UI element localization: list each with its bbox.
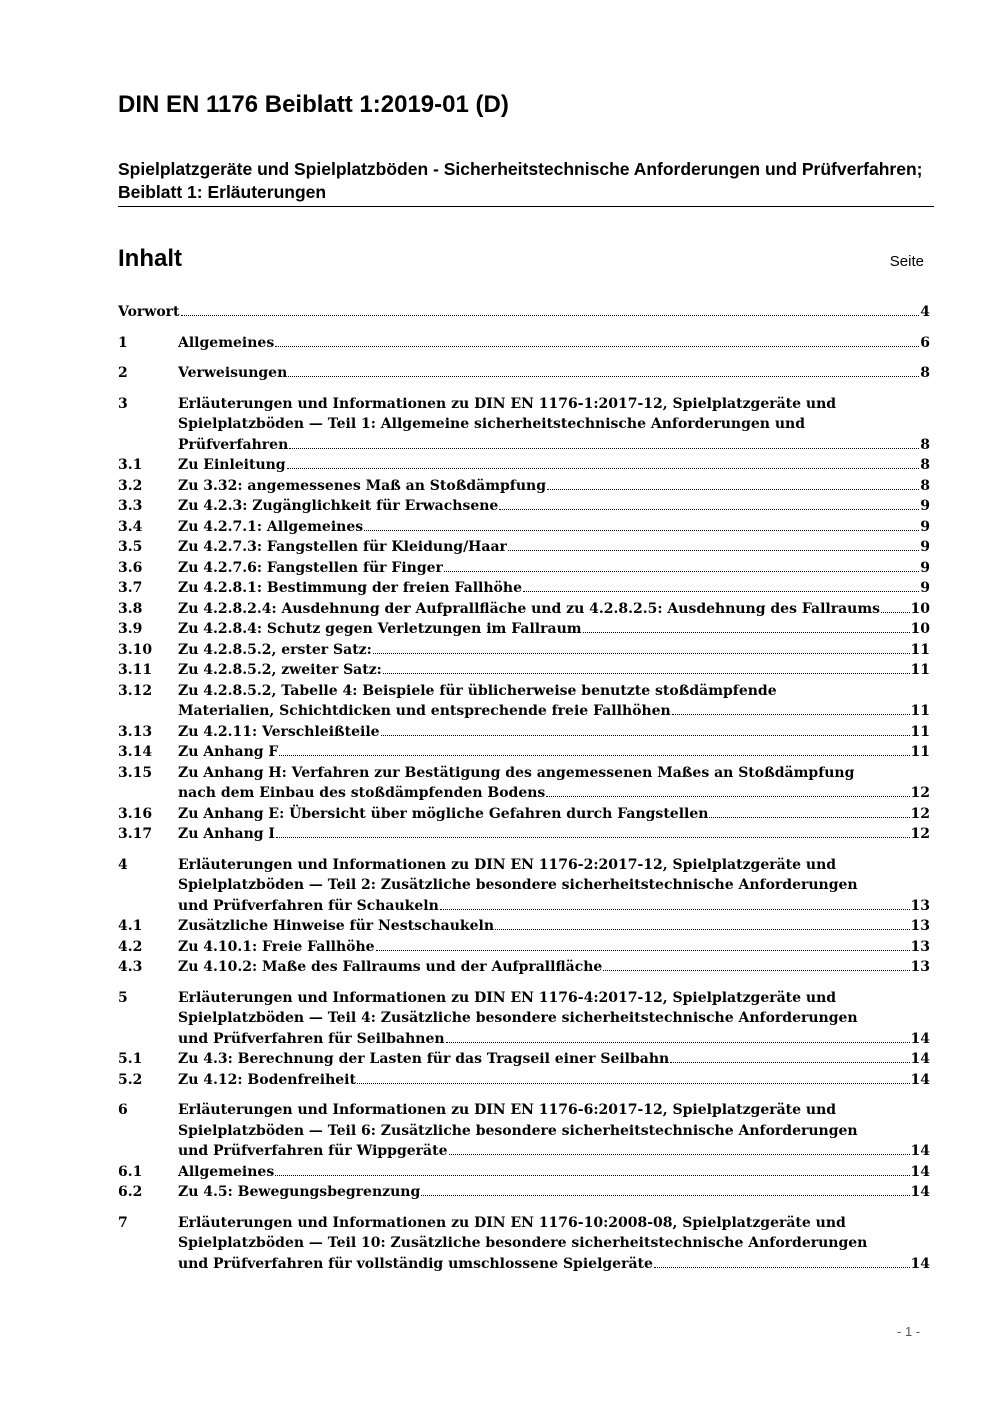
toc-entry-number: 3.7 bbox=[118, 580, 143, 596]
toc-dot-leader bbox=[654, 1254, 910, 1268]
toc-entry-body bbox=[178, 916, 930, 937]
toc-entry-leader-line bbox=[178, 578, 930, 599]
document-subtitle: Spielplatzgeräte und Spielplatzböden - Sicherheitstechnische Anforderungen und Prüfverfahren; Beiblatt 1: Erläuterungen bbox=[118, 159, 923, 202]
toc-entry[interactable] bbox=[118, 988, 930, 1050]
toc-entry-text-line: Spielplatzböden — Teil 1: Allgemeine sicherheitstechnische Anforderungen und bbox=[178, 416, 805, 432]
toc-entry-text-line: Erläuterungen und Informationen zu DIN EN 1176-4:2017-12, Spielplatzgeräte und bbox=[178, 989, 837, 1006]
toc-entry-body bbox=[178, 333, 930, 354]
toc-entry-text-line: Spielplatzböden — Teil 4: Zusätzliche besondere sicherheitstechnische Anforderungen bbox=[178, 1010, 858, 1026]
toc-entry-body bbox=[178, 1100, 930, 1162]
toc-entry[interactable] bbox=[118, 1182, 930, 1203]
toc-entry-number: 3.13 bbox=[118, 723, 153, 740]
toc-entry-number: 4 bbox=[118, 856, 128, 873]
toc-entry-leader-line bbox=[178, 640, 930, 661]
toc-entry-leader-line bbox=[178, 804, 930, 825]
toc-entry-label: Zusätzliche Hinweise für Nestschaukeln bbox=[178, 918, 494, 934]
toc-entry-page: 14 bbox=[910, 1255, 930, 1272]
toc-entry[interactable] bbox=[118, 333, 930, 354]
toc-entry-label: Zu 4.2.7.3: Fangstellen für Kleidung/Haar bbox=[178, 539, 507, 555]
toc-entry-body bbox=[178, 937, 930, 958]
toc-entry-number: 6 bbox=[118, 1102, 128, 1118]
toc-entry-page: 12 bbox=[910, 785, 930, 801]
toc-entry-body bbox=[178, 537, 930, 558]
toc-entry[interactable] bbox=[118, 476, 930, 497]
toc-entry[interactable] bbox=[118, 578, 930, 599]
toc-entry-body bbox=[178, 496, 930, 517]
toc-dot-leader bbox=[672, 701, 910, 715]
toc-entry-leader-line bbox=[178, 333, 930, 354]
toc-entry-text-line: Spielplatzböden — Teil 2: Zusätzliche besondere sicherheitstechnische Anforderungen bbox=[178, 877, 858, 893]
toc-dot-leader bbox=[275, 1162, 909, 1176]
toc-entry-number: 3.17 bbox=[118, 826, 153, 842]
toc-entry-label: Zu 4.2.7.6: Fangstellen für Finger bbox=[178, 559, 443, 576]
toc-entry[interactable] bbox=[118, 455, 930, 476]
toc-entry[interactable] bbox=[118, 496, 930, 517]
toc-dot-leader bbox=[289, 435, 919, 449]
toc-entry-label: Zu 4.3: Berechnung der Lasten für das Tragseil einer Seilbahn bbox=[178, 1051, 670, 1067]
toc-entry-label: Verweisungen bbox=[178, 365, 288, 381]
toc-entry-body bbox=[178, 722, 930, 743]
toc-entry-body bbox=[118, 302, 930, 323]
toc-entry-leader-line bbox=[178, 896, 930, 917]
toc-entry-body bbox=[178, 804, 930, 825]
toc-entry-page: 8 bbox=[920, 477, 930, 494]
toc-entry-label: Zu 4.2.8.1: Bestimmung der freien Fallhöhe bbox=[178, 580, 522, 596]
toc-dot-leader bbox=[383, 660, 910, 674]
toc-entry-label: Zu 4.2.8.2.4: Ausdehnung der Aufprallfläche und zu 4.2.8.2.5: Ausdehnung des Fallraums bbox=[178, 600, 881, 617]
toc-entry-leader-line bbox=[178, 916, 930, 937]
toc-entry-leader-line bbox=[178, 1254, 930, 1275]
toc-entry-number: 3.16 bbox=[118, 805, 153, 822]
toc-entry-number: 3.10 bbox=[118, 641, 153, 658]
header-rule bbox=[118, 206, 934, 207]
toc-entry-body bbox=[178, 742, 930, 763]
toc-entry-page: 11 bbox=[910, 744, 930, 760]
toc-entry[interactable] bbox=[118, 640, 930, 661]
toc-entry-text-line: Erläuterungen und Informationen zu DIN EN 1176-2:2017-12, Spielplatzgeräte und bbox=[178, 856, 837, 873]
toc-entry-page: 4 bbox=[920, 304, 930, 320]
toc-entry[interactable] bbox=[118, 558, 930, 579]
toc-dot-leader bbox=[523, 578, 919, 592]
toc-entry-page: 9 bbox=[920, 539, 930, 555]
toc-entry[interactable] bbox=[118, 599, 930, 620]
toc-entry-page: 14 bbox=[910, 1030, 930, 1047]
toc-dot-leader bbox=[547, 476, 919, 490]
toc-entry-body bbox=[178, 558, 930, 579]
toc-entry-label: und Prüfverfahren für Seilbahnen bbox=[178, 1030, 445, 1047]
toc-entry-leader-line bbox=[178, 957, 930, 978]
toc-entry-number: 3.15 bbox=[118, 764, 153, 781]
toc-entry[interactable] bbox=[118, 302, 930, 323]
toc-entry-leader-line bbox=[178, 660, 930, 681]
toc-entry-text-line: Spielplatzböden — Teil 6: Zusätzliche besondere sicherheitstechnische Anforderungen bbox=[178, 1122, 858, 1139]
toc-entry[interactable] bbox=[118, 722, 930, 743]
toc-entry-number: 5.2 bbox=[118, 1071, 143, 1088]
toc-dot-leader bbox=[287, 455, 920, 469]
toc-dot-leader bbox=[444, 558, 919, 572]
toc-entry-body bbox=[178, 599, 930, 620]
toc-entry-leader-line bbox=[178, 722, 930, 743]
toc-entry[interactable] bbox=[118, 763, 930, 804]
toc-entry[interactable] bbox=[118, 363, 930, 384]
toc-entry-label: Zu 4.12: Bodenfreiheit bbox=[178, 1071, 356, 1088]
toc-entry-leader-line bbox=[178, 496, 930, 517]
toc-dot-leader bbox=[381, 722, 910, 736]
toc-entry-label: Allgemeines bbox=[178, 334, 275, 351]
toc-entry-body bbox=[178, 578, 930, 599]
toc-entry-leader-line bbox=[178, 455, 930, 476]
toc-entry-number: 3.2 bbox=[118, 477, 143, 494]
toc-entry-text-line: Zu 4.2.8.5.2, Tabelle 4: Beispiele für üblicherweise benutzte stoßdämpfende bbox=[178, 682, 777, 699]
toc-dot-leader bbox=[279, 742, 909, 756]
toc-entry[interactable] bbox=[118, 804, 930, 825]
toc-entry-leader-line bbox=[178, 937, 930, 958]
toc-entry[interactable] bbox=[118, 957, 930, 978]
toc-entry-number: 3.9 bbox=[118, 621, 143, 637]
toc-entry-label: und Prüfverfahren für Schaukeln bbox=[178, 897, 439, 914]
toc-entry-page: 13 bbox=[910, 918, 930, 934]
toc-dot-leader bbox=[440, 896, 910, 910]
toc-entry-page: 10 bbox=[910, 600, 930, 617]
toc-entry-label: Zu 4.10.2: Maße des Fallraums und der Aufprallfläche bbox=[178, 959, 603, 975]
toc-entry-page: 12 bbox=[910, 805, 930, 822]
toc-entry-body bbox=[178, 681, 930, 722]
toc-dot-leader bbox=[275, 333, 919, 347]
toc-entry-leader-line bbox=[178, 1070, 930, 1091]
toc-entry-body bbox=[178, 957, 930, 978]
toc-entry-page: 14 bbox=[910, 1163, 930, 1180]
toc-entry-text-line: Erläuterungen und Informationen zu DIN EN 1176-1:2017-12, Spielplatzgeräte und bbox=[178, 395, 837, 412]
toc-entry-page: 11 bbox=[910, 641, 930, 658]
toc-entry[interactable] bbox=[118, 537, 930, 558]
toc-entry-leader-line bbox=[178, 363, 930, 384]
toc-entry[interactable] bbox=[118, 1213, 930, 1275]
toc-entry-number: 7 bbox=[118, 1214, 128, 1231]
toc-entry-label: Zu Anhang F bbox=[178, 744, 279, 760]
table-of-contents bbox=[118, 302, 930, 1274]
toc-entry-leader-line bbox=[178, 701, 930, 722]
toc-dot-leader bbox=[446, 1029, 910, 1043]
toc-entry-leader-line bbox=[178, 783, 930, 804]
toc-entry[interactable] bbox=[118, 855, 930, 917]
toc-entry-number: 4.1 bbox=[118, 918, 143, 934]
toc-entry-number: 3.1 bbox=[118, 457, 143, 473]
toc-entry-label: und Prüfverfahren für vollständig umschlossene Spielgeräte bbox=[178, 1255, 653, 1272]
toc-entry-page: 14 bbox=[910, 1143, 930, 1159]
toc-entry-body bbox=[178, 763, 930, 804]
toc-entry-page: 13 bbox=[910, 938, 930, 955]
toc-dot-leader bbox=[276, 824, 910, 838]
toc-entry-number: 4.3 bbox=[118, 959, 143, 975]
toc-entry-body bbox=[178, 363, 930, 384]
toc-entry-page: 14 bbox=[910, 1051, 930, 1067]
toc-entry-label: Zu 4.2.8.4: Schutz gegen Verletzungen im Fallraum bbox=[178, 621, 582, 637]
toc-dot-leader bbox=[881, 599, 909, 613]
toc-entry-page: 8 bbox=[920, 457, 930, 473]
toc-entry-label: Zu 3.32: angemessenes Maß an Stoßdämpfung bbox=[178, 477, 546, 494]
toc-entry-label: Vorwort bbox=[118, 304, 180, 320]
toc-entry[interactable] bbox=[118, 394, 930, 456]
toc-dot-leader bbox=[357, 1070, 910, 1084]
toc-entry-number: 3.12 bbox=[118, 682, 153, 699]
toc-entry-leader-line bbox=[118, 302, 930, 323]
toc-entry-leader-line bbox=[178, 435, 930, 456]
footer-page-number: - 1 - bbox=[897, 1324, 921, 1339]
toc-entry-text-line: Erläuterungen und Informationen zu DIN EN 1176-10:2008-08, Spielplatzgeräte und bbox=[178, 1214, 846, 1231]
toc-dot-leader bbox=[603, 957, 909, 971]
toc-entry-body bbox=[178, 855, 930, 917]
toc-entry-page: 14 bbox=[910, 1071, 930, 1088]
toc-entry[interactable] bbox=[118, 937, 930, 958]
toc-entry-body bbox=[178, 619, 930, 640]
toc-entry-body bbox=[178, 455, 930, 476]
toc-dot-leader bbox=[499, 496, 919, 510]
toc-entry-page: 9 bbox=[920, 580, 930, 596]
toc-dot-leader bbox=[364, 517, 919, 531]
toc-entry-number: 3.5 bbox=[118, 539, 143, 555]
toc-entry-label: Zu 4.5: Bewegungsbegrenzung bbox=[178, 1184, 421, 1200]
toc-entry-label: Zu 4.2.8.5.2, zweiter Satz: bbox=[178, 662, 382, 678]
toc-entry-leader-line bbox=[178, 558, 930, 579]
toc-entry-leader-line bbox=[178, 517, 930, 538]
toc-entry-page: 12 bbox=[910, 826, 930, 842]
toc-entry-page: 8 bbox=[920, 436, 930, 453]
toc-entry[interactable] bbox=[118, 619, 930, 640]
toc-entry-body bbox=[178, 476, 930, 497]
toc-entry-number: 3.14 bbox=[118, 744, 153, 760]
toc-entry-label: und Prüfverfahren für Wippgeräte bbox=[178, 1143, 448, 1159]
toc-entry-number: 3.4 bbox=[118, 518, 143, 535]
toc-entry-body bbox=[178, 824, 930, 845]
toc-entry-label: Zu 4.10.1: Freie Fallhöhe bbox=[178, 938, 375, 955]
page-column-label: Seite bbox=[889, 253, 924, 270]
toc-entry-number: 5 bbox=[118, 989, 128, 1006]
toc-entry-page: 6 bbox=[920, 334, 930, 351]
toc-entry-leader-line bbox=[178, 1029, 930, 1050]
toc-entry-text-line: Spielplatzböden — Teil 10: Zusätzliche besondere sicherheitstechnische Anforderungen bbox=[178, 1235, 868, 1251]
toc-entry[interactable] bbox=[118, 660, 930, 681]
toc-entry-number: 5.1 bbox=[118, 1051, 143, 1067]
toc-entry-label: Zu 4.2.11: Verschleißteile bbox=[178, 723, 380, 740]
toc-entry-number: 2 bbox=[118, 365, 128, 381]
toc-dot-leader bbox=[288, 363, 919, 377]
toc-entry-leader-line bbox=[178, 537, 930, 558]
toc-entry-label: Materialien, Schichtdicken und entsprechende freie Fallhöhen bbox=[178, 703, 671, 719]
toc-entry-number: 3 bbox=[118, 395, 128, 412]
toc-entry-body bbox=[178, 1162, 930, 1183]
toc-entry-leader-line bbox=[178, 1182, 930, 1203]
toc-entry-number: 3.11 bbox=[118, 662, 153, 678]
toc-entry-label: Zu Einleitung bbox=[178, 457, 286, 473]
toc-dot-leader bbox=[670, 1049, 909, 1063]
toc-entry-body bbox=[178, 660, 930, 681]
toc-entry-leader-line bbox=[178, 1141, 930, 1162]
toc-entry[interactable] bbox=[118, 742, 930, 763]
toc-entry-label: nach dem Einbau des stoßdämpfenden Bodens bbox=[178, 785, 546, 801]
toc-entry-label: Prüfverfahren bbox=[178, 436, 289, 453]
toc-dot-leader bbox=[709, 804, 909, 818]
document-title: DIN EN 1176 Beiblatt 1:2019-01 (D) bbox=[118, 91, 509, 118]
toc-entry[interactable] bbox=[118, 916, 930, 937]
toc-entry-leader-line bbox=[178, 742, 930, 763]
toc-entry-body bbox=[178, 988, 930, 1050]
toc-dot-leader bbox=[508, 537, 919, 551]
toc-entry-body bbox=[178, 517, 930, 538]
toc-entry-number: 4.2 bbox=[118, 938, 143, 955]
toc-entry-page: 13 bbox=[910, 959, 930, 975]
toc-entry[interactable] bbox=[118, 1162, 930, 1183]
toc-entry-page: 9 bbox=[920, 559, 930, 576]
toc-entry-leader-line bbox=[178, 1162, 930, 1183]
toc-entry-label: Zu Anhang I bbox=[178, 826, 275, 842]
toc-dot-leader bbox=[449, 1141, 910, 1155]
toc-entry-page: 10 bbox=[910, 621, 930, 637]
toc-dot-leader bbox=[583, 619, 910, 633]
toc-entry-body bbox=[178, 1049, 930, 1070]
toc-entry-leader-line bbox=[178, 599, 930, 620]
toc-dot-leader bbox=[181, 302, 920, 316]
toc-entry-text-line: Erläuterungen und Informationen zu DIN EN 1176-6:2017-12, Spielplatzgeräte und bbox=[178, 1102, 837, 1118]
toc-entry-body bbox=[178, 1213, 930, 1275]
toc-entry-page: 13 bbox=[910, 897, 930, 914]
toc-entry-text-line: Zu Anhang H: Verfahren zur Bestätigung des angemessenen Maßes an Stoßdämpfung bbox=[178, 764, 855, 781]
toc-entry-label: Zu 4.2.3: Zugänglichkeit für Erwachsene bbox=[178, 498, 499, 514]
toc-dot-leader bbox=[421, 1182, 909, 1196]
toc-entry-leader-line bbox=[178, 619, 930, 640]
toc-entry[interactable] bbox=[118, 1049, 930, 1070]
toc-entry-body bbox=[178, 1182, 930, 1203]
toc-entry[interactable] bbox=[118, 824, 930, 845]
toc-entry-number: 3.6 bbox=[118, 559, 143, 576]
toc-entry-page: 9 bbox=[920, 518, 930, 535]
toc-entry[interactable] bbox=[118, 1070, 930, 1091]
toc-dot-leader bbox=[376, 937, 910, 951]
toc-entry-body bbox=[178, 394, 930, 456]
toc-entry-page: 11 bbox=[910, 723, 930, 740]
toc-entry-number: 6.1 bbox=[118, 1163, 143, 1180]
toc-entry[interactable] bbox=[118, 517, 930, 538]
toc-entry-number: 3.3 bbox=[118, 498, 143, 514]
toc-entry-page: 11 bbox=[910, 703, 930, 719]
toc-entry-leader-line bbox=[178, 824, 930, 845]
toc-entry-body bbox=[178, 640, 930, 661]
toc-entry-label: Zu 4.2.8.5.2, erster Satz: bbox=[178, 641, 372, 658]
toc-entry-leader-line bbox=[178, 476, 930, 497]
toc-entry-label: Allgemeines bbox=[178, 1163, 275, 1180]
toc-entry-body bbox=[178, 1070, 930, 1091]
toc-dot-leader bbox=[495, 916, 910, 930]
toc-dot-leader bbox=[546, 783, 909, 797]
toc-entry-page: 11 bbox=[910, 662, 930, 678]
toc-entry[interactable] bbox=[118, 681, 930, 722]
toc-entry-number: 1 bbox=[118, 334, 128, 351]
toc-entry-number: 3.8 bbox=[118, 600, 143, 617]
toc-entry-page: 14 bbox=[910, 1184, 930, 1200]
toc-entry-leader-line bbox=[178, 1049, 930, 1070]
toc-entry[interactable] bbox=[118, 1100, 930, 1162]
toc-heading: Inhalt bbox=[118, 245, 182, 272]
toc-entry-page: 9 bbox=[920, 498, 930, 514]
toc-dot-leader bbox=[373, 640, 910, 654]
toc-entry-page: 8 bbox=[920, 365, 930, 381]
toc-entry-label: Zu 4.2.7.1: Allgemeines bbox=[178, 518, 364, 535]
toc-entry-number: 6.2 bbox=[118, 1184, 143, 1200]
toc-entry-label: Zu Anhang E: Übersicht über mögliche Gefahren durch Fangstellen bbox=[178, 805, 709, 822]
